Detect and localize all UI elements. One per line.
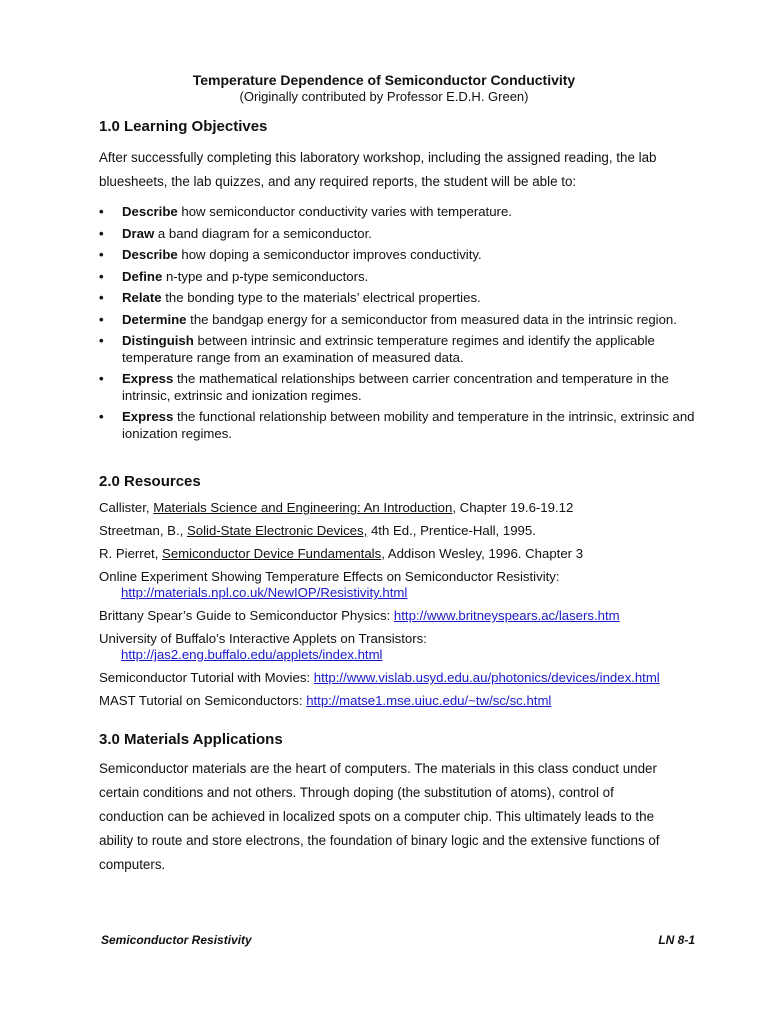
objective-text: how semiconductor conductivity varies with temperature. — [177, 204, 512, 219]
objective-verb: Determine — [122, 311, 187, 327]
resource-label: University of Buffalo’s Interactive Applets on Transistors: — [99, 631, 427, 646]
resource-link-vislab[interactable]: http://www.vislab.usyd.edu.au/photonics/devices/index.html — [313, 670, 660, 685]
list-item — [99, 371, 704, 404]
list-item — [99, 409, 704, 442]
resource-item — [99, 631, 719, 663]
bullet-icon: • — [99, 225, 104, 241]
section-heading-learning-objectives: 1.0 Learning Objectives — [99, 118, 268, 135]
paragraph-line: ability to route and store electrons, the foundation of binary logic and the extensive functions of — [99, 833, 660, 848]
objective-text: a band diagram for a semiconductor. — [154, 225, 372, 241]
resource-item — [99, 523, 719, 539]
resource-item — [99, 670, 719, 686]
section-heading-materials-applications: 3.0 Materials Applications — [99, 731, 283, 748]
bullet-icon: • — [99, 371, 104, 386]
list-item — [99, 247, 704, 264]
objective-text: between intrinsic and extrinsic temperature regimes and identify the applicable temperature range from an examination of measured data. — [122, 333, 655, 365]
paragraph-line: computers. — [99, 857, 166, 872]
bullet-icon: • — [99, 311, 104, 327]
resource-link-npl[interactable]: http://materials.npl.co.uk/NewIOP/Resistivity.html — [121, 585, 408, 600]
resource-item — [99, 569, 719, 601]
resource-item — [99, 546, 719, 562]
resource-label: Brittany Spear’s Guide to Semiconductor Physics: — [99, 608, 394, 623]
objective-text: n-type and p-type semiconductors. — [162, 268, 369, 284]
list-item — [99, 269, 704, 286]
objective-verb: Describe — [122, 247, 178, 262]
paragraph-line: conduction can be achieved in localized spots on a computer chip. This ultimately leads to the — [99, 809, 655, 824]
bullet-icon: • — [99, 409, 104, 424]
resource-author: R. Pierret, — [99, 546, 163, 561]
objectives-list — [99, 204, 704, 447]
resource-item — [99, 608, 719, 624]
resource-title: Materials Science and Engineering: An Introduction — [153, 500, 453, 515]
objective-text: the bonding type to the materials’ electrical properties. — [161, 290, 481, 305]
resource-label: Online Experiment Showing Temperature Effects on Semiconductor Resistivity: — [99, 569, 560, 584]
bullet-icon: • — [99, 290, 104, 305]
objectives-intro — [99, 146, 699, 194]
bullet-icon: • — [99, 247, 104, 262]
list-item — [99, 333, 704, 366]
document-subtitle: (Originally contributed by Professor E.D.H. Green) — [239, 89, 529, 104]
resource-label: MAST Tutorial on Semiconductors: — [99, 693, 307, 708]
list-item — [99, 204, 704, 221]
bullet-icon: • — [99, 204, 104, 219]
page-number: LN 8-1 — [658, 933, 695, 947]
section-heading-resources: 2.0 Resources — [99, 473, 201, 490]
objective-verb: Distinguish — [122, 333, 194, 348]
objective-verb: Express — [122, 409, 174, 424]
resource-details: , Chapter 19.6-19.12 — [452, 500, 574, 515]
bullet-icon: • — [99, 268, 104, 284]
title-block — [0, 72, 768, 105]
paragraph-line: Semiconductor materials are the heart of computers. The materials in this class conduct under — [99, 761, 657, 776]
objective-text: the functional relationship between mobility and temperature in the intrinsic, extrinsic and ionization regimes. — [122, 409, 695, 441]
intro-line: bluesheets, the lab quizzes, and any required reports, the student will be able to: — [99, 174, 577, 189]
objective-verb: Describe — [122, 204, 178, 219]
document-title: Temperature Dependence of Semiconductor Conductivity — [192, 72, 576, 88]
resources-list — [99, 500, 719, 716]
objective-verb: Define — [122, 268, 163, 284]
objective-text: the bandgap energy for a semiconductor from measured data in the intrinsic region. — [186, 311, 677, 327]
objective-verb: Relate — [122, 290, 162, 305]
resource-author: Streetman, B., — [99, 523, 187, 538]
resource-link-buffalo[interactable]: http://jas2.eng.buffalo.edu/applets/index.html — [121, 647, 383, 662]
resource-item — [99, 693, 719, 709]
resource-link-britneyspears[interactable]: http://www.britneyspears.ac/lasers.htm — [393, 608, 620, 623]
list-item — [99, 290, 704, 307]
resource-title: Semiconductor Device Fundamentals — [162, 546, 382, 561]
objective-verb: Express — [122, 371, 174, 386]
resource-link-mast[interactable]: http://matse1.mse.uiuc.edu/~tw/sc/sc.html — [306, 693, 552, 708]
resource-label: Semiconductor Tutorial with Movies: — [99, 670, 314, 685]
objective-verb: Draw — [122, 225, 155, 241]
list-item — [99, 226, 704, 243]
objective-text: how doping a semiconductor improves conductivity. — [177, 247, 482, 262]
resource-author: Callister, — [99, 500, 154, 515]
footer-title: Semiconductor Resistivity — [101, 933, 252, 947]
resource-details: 4th Ed., Prentice-Hall, 1995. — [367, 523, 536, 538]
intro-line: After successfully completing this laboratory workshop, including the assigned reading, the lab — [99, 150, 657, 165]
list-item — [99, 312, 704, 329]
paragraph-line: certain conditions and not others. Through doping (the substitution of atoms), control of — [99, 785, 614, 800]
resource-details: , Addison Wesley, 1996. Chapter 3 — [381, 546, 584, 561]
resource-item — [99, 500, 719, 516]
bullet-icon: • — [99, 333, 104, 348]
resource-title: Solid-State Electronic Devices, — [186, 523, 368, 538]
applications-paragraph — [99, 757, 699, 877]
objective-text: the mathematical relationships between carrier concentration and temperature in the intrinsic, extrinsic and ionization regimes. — [122, 371, 669, 403]
